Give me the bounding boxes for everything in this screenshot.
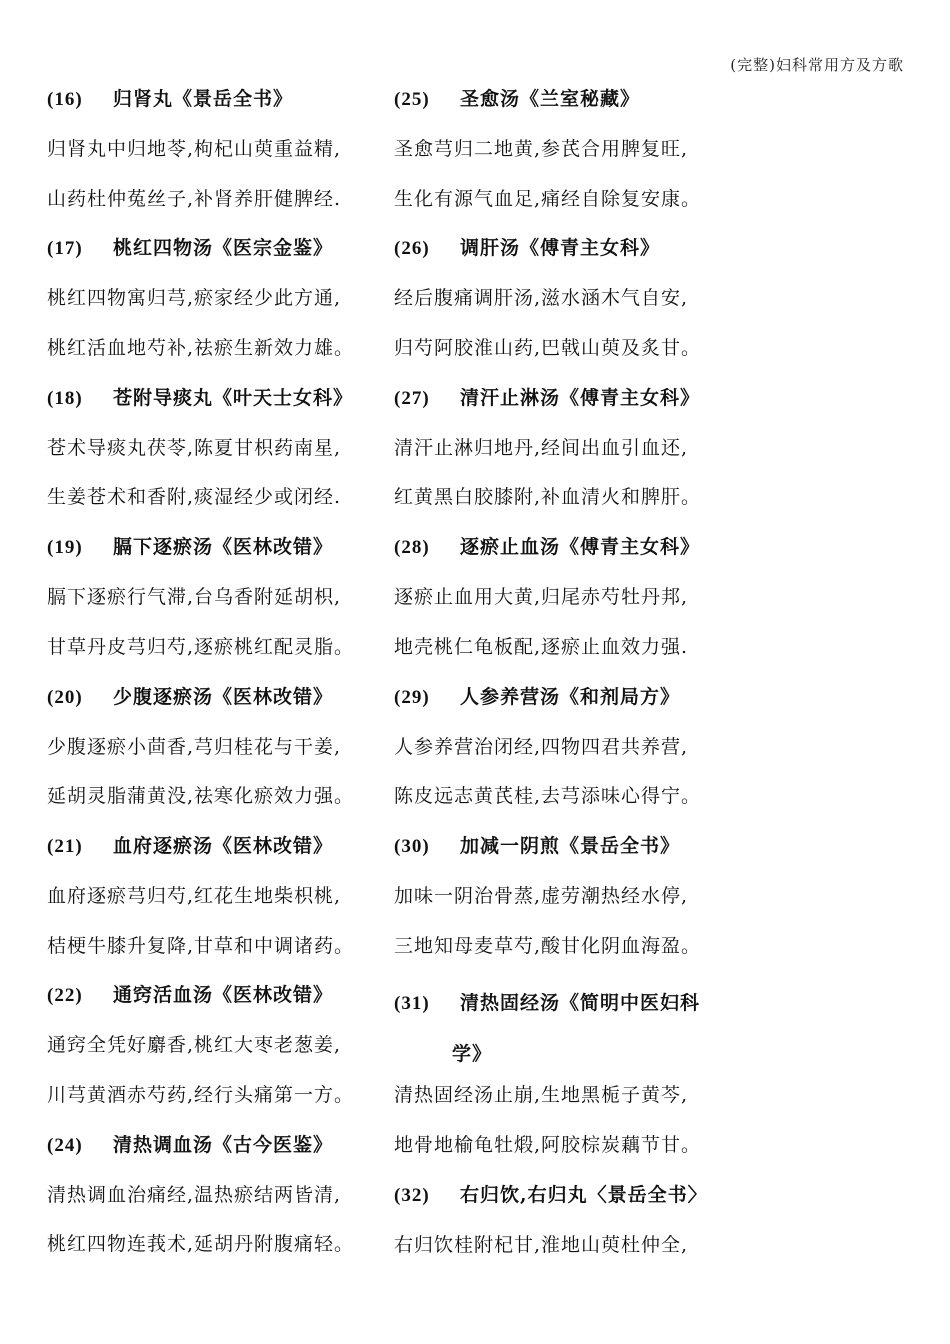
formula-title: 桃红四物汤《医宗金鉴》	[113, 237, 334, 260]
verse-line: 清热固经汤止崩,生地黑栀子黄芩,	[394, 1084, 689, 1107]
verse-line: 苍术导痰丸茯苓,陈夏甘枳药南星,	[47, 436, 342, 459]
verse-line: 生姜苍术和香附,痰湿经少或闭经.	[47, 486, 342, 509]
verse-line: 膈下逐瘀行气滞,台乌香附延胡枳,	[47, 586, 342, 609]
verse-line: 血府逐瘀芎归芍,红花生地柴枳桃,	[47, 884, 342, 907]
formula-entry	[394, 978, 744, 1177]
formula-heading	[394, 829, 744, 879]
verse-line: 红黄黑白胶膝附,补血清火和脾肝。	[394, 486, 702, 509]
verse-line: 桔梗牛膝升复降,甘草和中调诸药。	[47, 934, 355, 957]
formula-title: 右归饮,右归丸〈景岳全书〉	[460, 1183, 708, 1206]
formula-number: (32)	[394, 1184, 430, 1206]
verse-line: 清热调血治痛经,温热瘀结两皆清,	[47, 1183, 342, 1206]
formula-entry	[47, 82, 387, 231]
formula-number: (17)	[47, 238, 83, 260]
verse-line: 右归饮桂附杞甘,淮地山萸杜仲全,	[394, 1233, 689, 1256]
formula-entry	[47, 978, 387, 1127]
verse-line: 桃红活血地芍补,祛瘀生新效力雄。	[47, 337, 355, 360]
formula-number: (29)	[394, 686, 430, 708]
formula-heading	[47, 978, 387, 1028]
verse-line: 甘草丹皮芎归芍,逐瘀桃红配灵脂。	[47, 635, 355, 658]
formula-heading	[47, 680, 387, 730]
formula-heading	[394, 978, 744, 1078]
formula-heading	[47, 82, 387, 132]
formula-number: (31)	[394, 993, 430, 1015]
formula-entry	[47, 381, 387, 530]
formula-number: (18)	[47, 387, 83, 409]
formula-number: (24)	[47, 1134, 83, 1156]
verse-line: 通窍全凭好麝香,桃红大枣老葱姜,	[47, 1034, 342, 1057]
formula-number: (16)	[47, 89, 83, 110]
formula-entry	[394, 381, 744, 530]
verse-line: 陈皮远志黄芪桂,去芎添味心得宁。	[394, 785, 702, 808]
verse-line: 经后腹痛调肝汤,滋水涵木气自安,	[394, 287, 689, 310]
formula-number: (26)	[394, 238, 430, 260]
formula-title: 膈下逐瘀汤《医林改错》	[113, 536, 334, 559]
formula-title: 归肾丸《景岳全书》	[113, 88, 294, 110]
formula-number: (25)	[394, 89, 430, 110]
verse-line: 桃红四物连莪术,延胡丹附腹痛轻。	[47, 1233, 355, 1256]
verse-line: 清汗止淋归地丹,经间出血引血还,	[394, 436, 689, 459]
formula-heading	[394, 231, 744, 281]
formula-entry	[394, 82, 744, 231]
verse-line: 延胡灵脂蒲黄没,祛寒化瘀效力强。	[47, 785, 355, 808]
formula-title: 人参养营汤《和剂局方》	[460, 685, 681, 708]
formula-number: (28)	[394, 537, 430, 559]
formula-entry	[47, 680, 387, 829]
formula-title: 加减一阴煎《景岳全书》	[460, 834, 681, 857]
formula-number: (30)	[394, 835, 430, 857]
formula-title: 清热调血汤《古今医鉴》	[113, 1133, 334, 1156]
left-column	[47, 82, 387, 1277]
formula-heading	[47, 231, 387, 281]
formula-title: 通窍活血汤《医林改错》	[113, 984, 334, 1007]
verse-line: 圣愈芎归二地黄,参芪合用脾复旺,	[394, 138, 689, 160]
formula-entry	[394, 530, 744, 679]
verse-line: 桃红四物寓归芎,瘀家经少此方通,	[47, 287, 342, 310]
verse-line: 地骨地榆龟牡煅,阿胶棕炭藕节甘。	[394, 1133, 702, 1156]
formula-entry	[47, 231, 387, 380]
formula-title: 血府逐瘀汤《医林改错》	[113, 834, 334, 857]
formula-entry	[47, 829, 387, 978]
formula-entry	[394, 1178, 744, 1278]
verse-line: 川芎黄酒赤芍药,经行头痛第一方。	[47, 1083, 355, 1106]
formula-title: 调肝汤《傅青主女科》	[460, 237, 661, 260]
formula-entry	[47, 530, 387, 679]
verse-line: 少腹逐瘀小茴香,芎归桂花与干姜,	[47, 735, 342, 758]
formula-heading	[47, 1128, 387, 1178]
verse-line: 归肾丸中归地苓,枸杞山萸重益精,	[47, 138, 342, 160]
verse-line: 归芍阿胶淮山药,巴戟山萸及炙甘。	[394, 337, 702, 360]
verse-line: 地壳桃仁龟板配,逐瘀止血效力强.	[394, 635, 689, 658]
formula-heading	[47, 381, 387, 431]
verse-line: 加味一阴治骨蒸,虚劳潮热经水停,	[394, 884, 689, 907]
formula-number: (19)	[47, 537, 83, 559]
page-header: (完整)妇科常用方及方歌	[730, 56, 904, 74]
formula-title-continuation: 学》	[452, 1043, 493, 1066]
formula-heading	[394, 381, 744, 431]
verse-line: 三地知母麦草芍,酸甘化阴血海盈。	[394, 934, 702, 957]
formula-heading	[47, 829, 387, 879]
formula-title: 圣愈汤《兰室秘藏》	[460, 88, 641, 110]
formula-title: 清汗止淋汤《傅青主女科》	[460, 386, 701, 409]
formula-number: (21)	[47, 835, 83, 857]
formula-title: 苍附导痰丸《叶天士女科》	[113, 386, 354, 409]
formula-title: 少腹逐瘀汤《医林改错》	[113, 685, 334, 708]
verse-line: 人参养营治闭经,四物四君共养营,	[394, 735, 689, 758]
formula-heading	[47, 530, 387, 580]
verse-line: 山药杜仲菟丝子,补肾养肝健脾经.	[47, 187, 342, 210]
formula-entry	[394, 829, 744, 978]
formula-entry	[394, 231, 744, 380]
formula-entry	[47, 1128, 387, 1277]
formula-heading	[394, 82, 744, 132]
formula-title: 清热固经汤《简明中医妇科	[460, 992, 701, 1015]
formula-heading	[394, 530, 744, 580]
formula-entry	[394, 680, 744, 829]
formula-heading	[394, 1178, 744, 1228]
formula-number: (27)	[394, 387, 430, 409]
formula-number: (22)	[47, 985, 83, 1007]
formula-number: (20)	[47, 686, 83, 708]
formula-heading	[394, 680, 744, 730]
formula-title: 逐瘀止血汤《傅青主女科》	[460, 536, 701, 559]
verse-line: 逐瘀止血用大黄,归尾赤芍牡丹邦,	[394, 586, 689, 609]
right-column	[394, 82, 744, 1277]
verse-line: 生化有源气血足,痛经自除复安康。	[394, 187, 702, 210]
